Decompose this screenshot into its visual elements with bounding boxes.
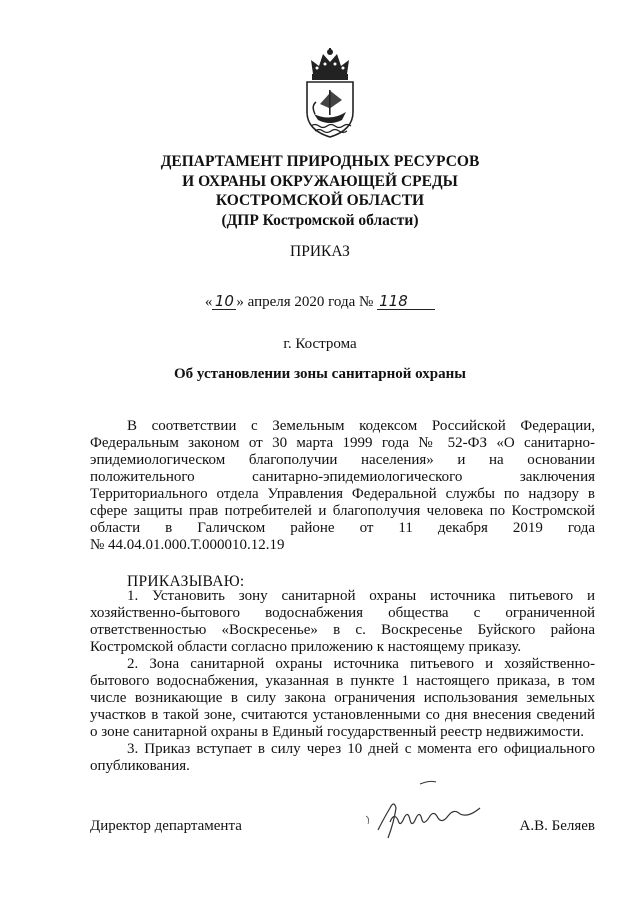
item-line: числе возникающие в силу закона ограничения использования земельных <box>90 690 595 706</box>
preamble-line: Территориального отдела Управления Федеральной службы по надзору в <box>90 486 595 502</box>
heading-line: ДЕПАРТАМЕНТ ПРИРОДНЫХ РЕСУРСОВ <box>160 153 480 170</box>
order-directive-word: ПРИКАЗЫВАЮ: <box>127 573 245 590</box>
order-date-number <box>0 294 640 311</box>
preamble-line: положительного санитарно-эпидемиологического заключения <box>90 469 595 485</box>
heading-line: КОСТРОМСКОЙ ОБЛАСТИ <box>215 192 425 209</box>
open-quote: « <box>204 294 213 310</box>
item-line: опубликования. <box>90 758 190 774</box>
preamble-line: № 44.04.01.000.Т.000010.12.19 <box>90 537 285 553</box>
preamble-line: В соответствии с Земельным кодексом Российской Федерации, <box>127 418 595 434</box>
order-date-text: » апреля 2020 года № <box>236 294 374 310</box>
signer-name: А.В. Беляев <box>519 818 595 834</box>
item-line: 2. Зона санитарной охраны источника питьевого и хозяйственно- <box>127 656 595 672</box>
order-item-3 <box>90 741 595 775</box>
item-line: 3. Приказ вступает в силу через 10 дней с момента его официального <box>127 741 595 757</box>
preamble-line: области в Галичском районе от 11 декабря 2019 года <box>90 520 595 536</box>
order-item-2 <box>90 656 595 741</box>
signer-position: Директор департамента <box>90 818 242 834</box>
preamble-line: сфере защиты прав потребителей и благополучия человека по Костромской <box>90 503 595 519</box>
department-heading <box>0 152 640 230</box>
item-line: 1. Установить зону санитарной охраны источника питьевого и <box>127 588 595 604</box>
item-line: бытового водоснабжения, указанная в пункте 1 настоящего приказа, в том <box>90 673 595 689</box>
item-line: участков в такой зоне, считаются установленными со дня внесения сведений <box>90 707 595 723</box>
heading-line: (ДПР Костромской области) <box>221 211 419 229</box>
order-items <box>90 588 595 775</box>
item-line: хозяйственно-бытового водоснабжения общества с ограниченной <box>90 605 595 621</box>
order-city: г. Кострома <box>283 336 357 352</box>
item-line: ответственностью «Воскресенье» в с. Воскресенье Буйского района <box>90 622 595 638</box>
heading-line: И ОХРАНЫ ОКРУЖАЮЩЕЙ СРЕДЫ <box>182 172 458 190</box>
preamble-line: эпидемиологическом благополучии населения» и на основании <box>90 452 595 468</box>
item-line: о зоне санитарной охраны в Единый государственный реестр недвижимости. <box>90 724 584 740</box>
order-number-handwritten: 118 <box>377 294 435 310</box>
preamble-paragraph <box>90 418 595 554</box>
item-line: Костромской области согласно приложению к настоящему приказу. <box>90 639 522 655</box>
coat-of-arms-icon <box>301 48 359 138</box>
handwritten-signature <box>360 778 510 848</box>
document-title: ПРИКАЗ <box>290 243 350 260</box>
order-subject: Об установлении зоны санитарной охраны <box>173 366 466 382</box>
order-day-handwritten: 10 <box>212 294 236 310</box>
order-item-1 <box>90 588 595 656</box>
preamble-line: Федеральным законом от 30 марта 1999 года № 52-ФЗ «О санитарно- <box>90 435 595 451</box>
